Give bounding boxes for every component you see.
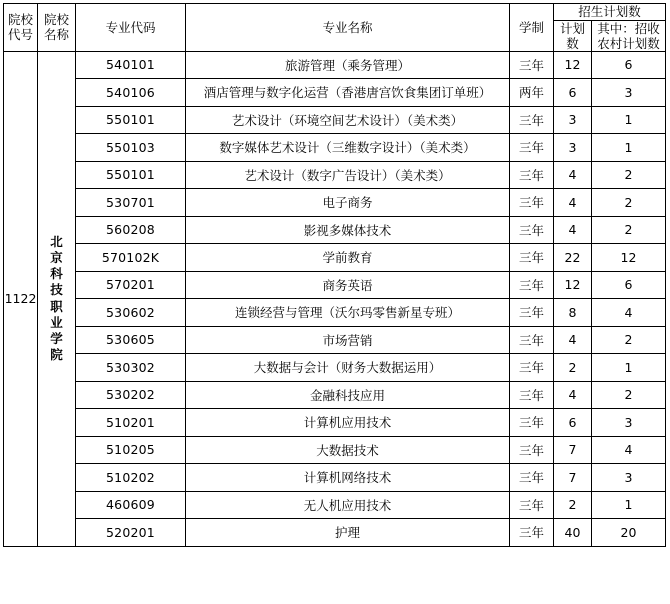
major-code: 530302: [76, 354, 186, 382]
major-length: 三年: [510, 299, 554, 327]
rural-plan-count: 3: [592, 79, 666, 107]
major-code: 550103: [76, 134, 186, 162]
school-name-cell: [38, 51, 76, 546]
plan-count: 6: [554, 409, 592, 437]
major-length: 三年: [510, 106, 554, 134]
major-code: 510202: [76, 464, 186, 492]
major-name: 商务英语: [186, 271, 510, 299]
major-code: 540106: [76, 79, 186, 107]
plan-count: 40: [554, 519, 592, 547]
table-row: [4, 464, 666, 492]
plan-count: 4: [554, 381, 592, 409]
major-code: 540101: [76, 51, 186, 79]
major-code: 510205: [76, 436, 186, 464]
rural-plan-count: 1: [592, 106, 666, 134]
table-row: [4, 271, 666, 299]
table-body: [4, 51, 666, 546]
major-name: 计算机网络技术: [186, 464, 510, 492]
plan-count: 2: [554, 354, 592, 382]
major-length: 三年: [510, 244, 554, 272]
table-row: [4, 381, 666, 409]
rural-plan-count: 6: [592, 51, 666, 79]
plan-count: 3: [554, 134, 592, 162]
major-name: 旅游管理（乘务管理）: [186, 51, 510, 79]
major-length: 三年: [510, 381, 554, 409]
rural-plan-count: 2: [592, 189, 666, 217]
rural-plan-count: 1: [592, 354, 666, 382]
table-row: [4, 299, 666, 327]
major-name: 金融科技应用: [186, 381, 510, 409]
major-code: 530701: [76, 189, 186, 217]
school-name-text: 北京科技职业学院: [50, 233, 63, 363]
major-length: 三年: [510, 436, 554, 464]
major-name: 计算机应用技术: [186, 409, 510, 437]
major-name: 电子商务: [186, 189, 510, 217]
school-code-cell: 1122: [4, 51, 38, 546]
major-code: 510201: [76, 409, 186, 437]
major-name: 酒店管理与数字化运营（香港唐宫饮食集团订单班）: [186, 79, 510, 107]
major-code: 570102K: [76, 244, 186, 272]
table-row: [4, 134, 666, 162]
rural-plan-count: 6: [592, 271, 666, 299]
major-name: 影视多媒体技术: [186, 216, 510, 244]
major-length: 三年: [510, 326, 554, 354]
plan-count: 22: [554, 244, 592, 272]
major-length: 三年: [510, 519, 554, 547]
rural-plan-count: 20: [592, 519, 666, 547]
rural-plan-count: 2: [592, 161, 666, 189]
major-code: 560208: [76, 216, 186, 244]
major-code: 530602: [76, 299, 186, 327]
major-name: 无人机应用技术: [186, 491, 510, 519]
table-row: [4, 491, 666, 519]
plan-count: 12: [554, 51, 592, 79]
table-row: [4, 216, 666, 244]
header-plan-group: 招生计划数: [554, 4, 666, 21]
major-name: 数字媒体艺术设计（三维数字设计）（美术类）: [186, 134, 510, 162]
header-plan-count: 计划数: [554, 20, 592, 51]
header-school-code: 院校代号: [4, 4, 38, 52]
major-code: 570201: [76, 271, 186, 299]
header-major-code: 专业代码: [76, 4, 186, 52]
table-row: [4, 51, 666, 79]
major-name: 艺术设计（环境空间艺术设计）（美术类）: [186, 106, 510, 134]
rural-plan-count: 12: [592, 244, 666, 272]
table-header: [4, 4, 666, 52]
major-length: 三年: [510, 189, 554, 217]
plan-count: 8: [554, 299, 592, 327]
major-length: 三年: [510, 464, 554, 492]
table-row: [4, 79, 666, 107]
rural-plan-count: 2: [592, 381, 666, 409]
major-name: 大数据技术: [186, 436, 510, 464]
major-name: 大数据与会计（财务大数据运用）: [186, 354, 510, 382]
major-code: 520201: [76, 519, 186, 547]
admission-plan-table: [3, 3, 666, 547]
header-school-name: 院校名称: [38, 4, 76, 52]
header-major-name: 专业名称: [186, 4, 510, 52]
admission-plan-sheet: [0, 3, 670, 604]
header-length: 学制: [510, 4, 554, 52]
major-name: 连锁经营与管理（沃尔玛零售新星专班）: [186, 299, 510, 327]
major-code: 530605: [76, 326, 186, 354]
table-row: [4, 244, 666, 272]
table-row: [4, 189, 666, 217]
major-length: 三年: [510, 51, 554, 79]
plan-count: 7: [554, 464, 592, 492]
plan-count: 2: [554, 491, 592, 519]
header-rural-plan: 其中：招收农村计划数: [592, 20, 666, 51]
major-code: 530202: [76, 381, 186, 409]
major-name: 艺术设计（数字广告设计）（美术类）: [186, 161, 510, 189]
rural-plan-count: 2: [592, 216, 666, 244]
rural-plan-count: 1: [592, 491, 666, 519]
major-name: 护理: [186, 519, 510, 547]
rural-plan-count: 2: [592, 326, 666, 354]
plan-count: 4: [554, 189, 592, 217]
major-code: 550101: [76, 161, 186, 189]
plan-count: 3: [554, 106, 592, 134]
major-length: 三年: [510, 491, 554, 519]
major-length: 两年: [510, 79, 554, 107]
major-length: 三年: [510, 354, 554, 382]
rural-plan-count: 3: [592, 464, 666, 492]
table-row: [4, 354, 666, 382]
major-name: 市场营销: [186, 326, 510, 354]
major-code: 460609: [76, 491, 186, 519]
plan-count: 7: [554, 436, 592, 464]
plan-count: 12: [554, 271, 592, 299]
table-row: [4, 436, 666, 464]
major-length: 三年: [510, 216, 554, 244]
header-row-1: [4, 4, 666, 21]
plan-count: 6: [554, 79, 592, 107]
major-length: 三年: [510, 134, 554, 162]
table-row: [4, 326, 666, 354]
rural-plan-count: 3: [592, 409, 666, 437]
table-row: [4, 409, 666, 437]
rural-plan-count: 1: [592, 134, 666, 162]
major-length: 三年: [510, 161, 554, 189]
plan-count: 4: [554, 326, 592, 354]
major-length: 三年: [510, 409, 554, 437]
major-name: 学前教育: [186, 244, 510, 272]
table-row: [4, 519, 666, 547]
rural-plan-count: 4: [592, 299, 666, 327]
major-code: 550101: [76, 106, 186, 134]
plan-count: 4: [554, 161, 592, 189]
table-row: [4, 106, 666, 134]
rural-plan-count: 4: [592, 436, 666, 464]
major-length: 三年: [510, 271, 554, 299]
plan-count: 4: [554, 216, 592, 244]
table-row: [4, 161, 666, 189]
